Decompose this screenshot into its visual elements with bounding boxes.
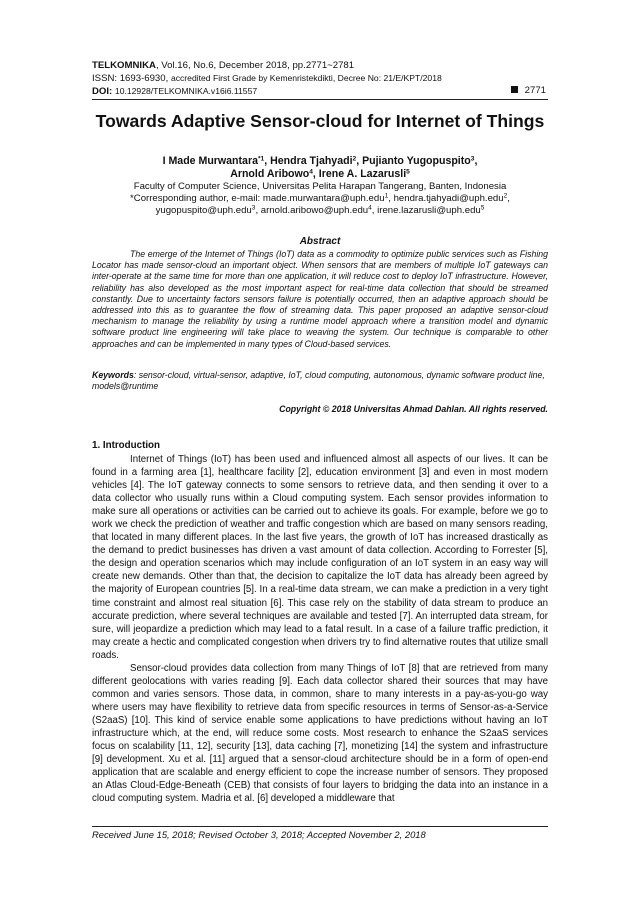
author-sup: *1 [257,155,265,163]
corresponding-line-2 [80,205,560,217]
issn-accreditation: accredited First Grade by Kemenristekdikti, Decree No: 21/E/KPT/2018 [170,73,442,83]
corresponding-line-1 [80,193,560,205]
author-name: Arnold Aribowo [230,168,310,180]
author-line-1 [80,155,560,168]
author-name: , Irene A. Lazarusli [312,168,407,180]
corresponding-email: , arnold.aribowo@uph.edu [255,205,369,217]
body-paragraph: Sensor-cloud provides data collection from many Things of IoT [8] that are retrieved from many different geolocations with varies reading [9]. Each data collector shared their sources that may have common and varies sensors. Those data, in common, share to many interests in a pay-as-you-go way where users may have flexibility to retrieve data from specific resources in terms of Sensor-as-a-Service (S2aaS) [10]. This kind of service enable some applications to have predictions without having an IoT infrastructure which, at the end, will reduce some costs. Most research to enhance the S2aaS services focus on scalability [11, 12], security [13], data caching [7], monetizing [14] the system and infrastructure [9] development. Xu et al. [11] argued that a sensor-cloud architecture should be in a form of open-end application that are scalable and energy efficient to cope the increase number of sensors. They proposed an Atlas Cloud-Edge-Beneath (CEB) that consists of four layers to bridging the data into an instance in a cloud computing system. Madria et al. [6] developed a middleware that [92,663,548,805]
body-paragraph: Internet of Things (IoT) has been used and influenced almost all aspects of our lives. It can be found in a farming area [1], healthcare facility [2], education environment [3] and even in most modern vehicles [4]. The IoT gateway connects to some sensors to retrieve data, and then sending it over to a data collector who usually runs within a Cloud computing system. Each sensor provides information to make sure all operations or activities can be carried out to achieve its goals. For example, before we go to work we check the prediction of weather and traffic congestion which are based on many sensors reading, that located in many different places. In the last five years, the growth of IoT has increased drastically as the demand to predict businesses has driven a vast amount of data collection. According to Forrester [5], the design and operation scenarios which may include configuration of an IoT system in an easy way will create new demands. Other than that, the decision to capitalize the IoT data has already been agreed by the majority of European countries [5]. In a real-time data stream, we can make a prediction in a very tight time constraint and almost real situation [6]. This case rely on the stability of data stream to produce an accurate prediction, where several techniques are available and tested [7]. An interrupted data stream, for sure, will jeopardize a prediction which may lead to a fatal result. In a case of a failure traffic prediction, it may create a hectic and complicated congestion when drivers try to find alternative routes that utilize small roads. [92,454,548,661]
email-sup: 1 [384,192,389,200]
journal-name: TELKOMNIKA [92,60,156,71]
affiliation-block [80,181,560,218]
author-sup: 4 [309,168,313,176]
volume-info: , Vol.16, No.6, December 2018, pp.2771~2781 [155,60,355,71]
corresponding-email: , irene.lazarusli@uph.edu [371,205,481,217]
author-list [80,155,560,181]
page-number: 2771 [524,85,546,96]
section-heading: 1. Introduction [92,440,161,451]
corresponding-email: *Corresponding author, e-mail: made.murwantara@uph.edu [130,193,385,205]
affiliation: Faculty of Computer Science, Universitas Pelita Harapan Tangerang, Banten, Indonesia [133,181,507,192]
square-bullet-icon [511,86,518,93]
doi-line [92,85,548,98]
author-name: , Pujianto Yugopuspito [356,155,471,167]
email-sup: 2 [503,192,508,200]
email-separator: , [507,193,510,205]
header-rule [92,99,548,100]
author-separator: , [474,155,478,167]
paper-title: Towards Adaptive Sensor-cloud for Internet of Things [95,111,545,131]
email-sup: 5 [480,204,485,212]
received-dates: Received June 15, 2018; Revised October 3, 2018; Accepted November 2, 2018 [92,829,426,840]
page-number-area [511,85,546,97]
author-sup: 5 [406,168,410,176]
author-sup: 3 [470,155,475,163]
author-line-2 [80,168,560,181]
corresponding-email: , hendra.tjahyadi@uph.edu [388,193,504,205]
journal-header [92,60,548,98]
abstract-heading: Abstract [299,236,341,247]
author-name: I Made Murwantara [162,155,258,167]
keywords-text: : sensor-cloud, virtual-sensor, adaptive, IoT, cloud computing, autonomous, dynamic software product line, models@runtime [92,370,545,392]
keywords-label: Keywords [92,370,134,380]
copyright-notice: Copyright © 2018 Universitas Ahmad Dahlan. All rights reserved. [279,404,548,414]
keywords [92,370,548,392]
abstract-text: The emerge of the Internet of Things (IoT) data as a commodity to optimize public services such as Fishing Locator has made sensor-cloud an important object. When sensors that are members of multiple IoT gateways can inter-operate at the same time for more than one application, it will reduce cost to deploy IoT infrastructure. However, reliability has also developed as the most important aspect for real-time data collection that should be streamed constantly. Due to uncertainty factors sensors failure is potentially occurred, then an adaptive approach should be addressed into this as to guarantee the flow of streaming data. This paper proposed an adaptive sensor-cloud mechanism to manage the reliability by using a runtime model approach where a transition model and dynamic software product line engineering will take place to weaving the system. Our technique is comparable to other approaches and can be implemented in many types of Cloud-based services. [92,249,548,349]
journal-line [92,60,548,72]
doi-value: 10.12928/TELKOMNIKA.v16i6.11557 [114,86,258,96]
email-sup: 3 [251,204,256,212]
doi-label: DOI: [92,86,115,97]
issn-line [92,72,548,85]
corresponding-email: yugopuspito@uph.edu [155,205,252,217]
issn-label: ISSN: 1693-6930, [92,73,171,84]
author-name: , Hendra Tjahyadi [264,155,353,167]
email-sup: 4 [368,204,372,212]
footer-rule [92,826,548,827]
author-sup: 2 [352,155,357,163]
